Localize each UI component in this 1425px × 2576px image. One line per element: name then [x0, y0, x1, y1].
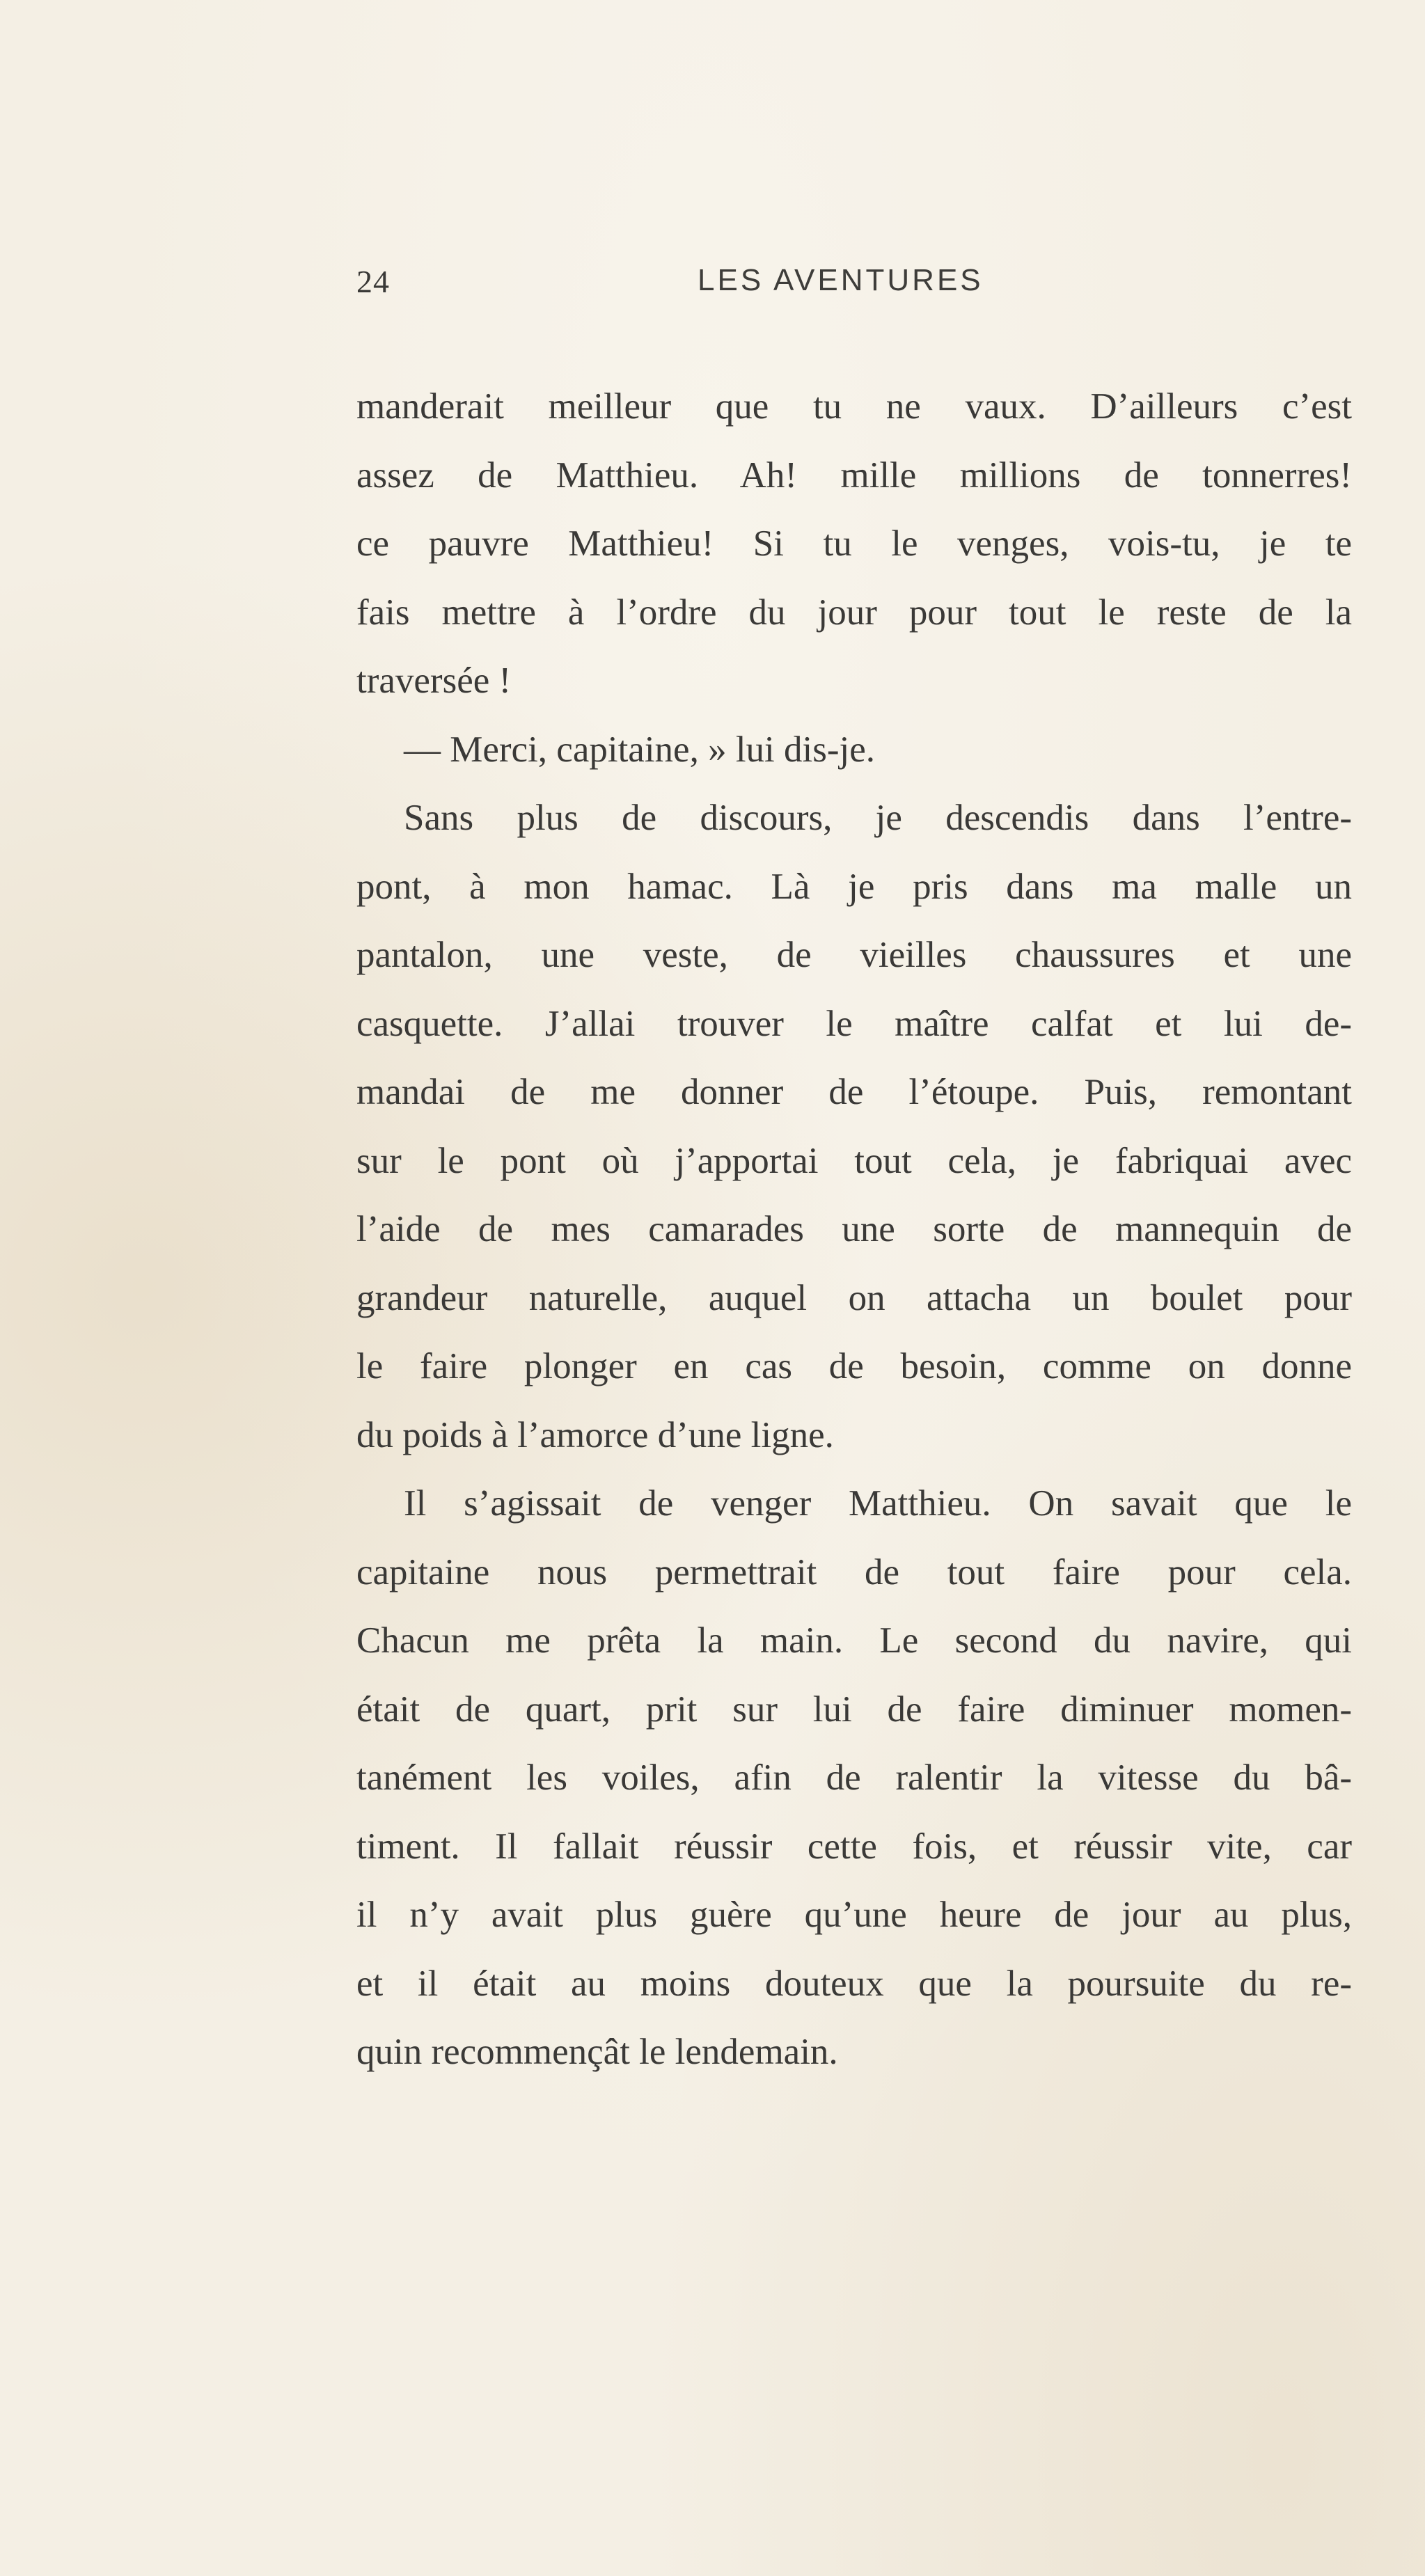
text-line: et il était au moins douteux que la poursuite du re-: [356, 1963, 1352, 2004]
text-line: sur le pont où j’apportai tout cela, je fabriquai avec: [356, 1140, 1352, 1181]
text-line: pantalon, une veste, de vieilles chaussures et une: [356, 935, 1352, 975]
text-line: casquette. J’allai trouver le maître calfat et lui de-: [356, 1003, 1352, 1044]
text-line: — Merci, capitaine, » lui dis-je.: [404, 729, 876, 770]
text-line: était de quart, prit sur lui de faire diminuer momen-: [356, 1689, 1352, 1730]
running-head: [0, 263, 1425, 305]
text-line: l’aide de mes camarades une sorte de mannequin de: [356, 1209, 1352, 1249]
text-line: il n’y avait plus guère qu’une heure de jour au plus,: [356, 1895, 1352, 1935]
text-line: traversée !: [356, 661, 512, 701]
text-line: Sans plus de discours, je descendis dans l’entre-: [404, 798, 1352, 838]
text-line: timent. Il fallait réussir cette fois, et réussir vite, car: [356, 1826, 1352, 1867]
text-line: assez de Matthieu. Ah! mille millions de tonnerres!: [356, 455, 1352, 496]
page-number: 24: [356, 264, 390, 299]
text-line: quin recommençât le lendemain.: [356, 2032, 838, 2072]
text-line: capitaine nous permettrait de tout faire pour cela.: [356, 1551, 1352, 1593]
text-line: mandai de me donner de l’étoupe. Puis, remontant: [356, 1072, 1352, 1112]
text-line: le faire plonger en cas de besoin, comme on donne: [356, 1346, 1352, 1386]
text-line: Chacun me prêta la main. Le second du navire, qui: [356, 1620, 1352, 1661]
text-line: grandeur naturelle, auquel on attacha un boulet pour: [356, 1277, 1352, 1318]
text-line: du poids à l’amorce d’une ligne.: [356, 1414, 834, 1455]
text-line: manderait meilleur que tu ne vaux. D’ailleurs c’est: [356, 386, 1352, 427]
running-title: LES AVENTURES: [698, 263, 984, 297]
text-line: fais mettre à l’ordre du jour pour tout le reste de la: [356, 592, 1352, 633]
text-line: Il s’agissait de venger Matthieu. On savait que le: [404, 1483, 1352, 1524]
text-line: ce pauvre Matthieu! Si tu le venges, vois-tu, je te: [356, 523, 1352, 564]
body-text: [356, 372, 1352, 2087]
text-line: tanément les voiles, afin de ralentir la vitesse du bâ-: [356, 1757, 1352, 1798]
text-line: pont, à mon hamac. Là je pris dans ma malle un: [356, 866, 1352, 907]
